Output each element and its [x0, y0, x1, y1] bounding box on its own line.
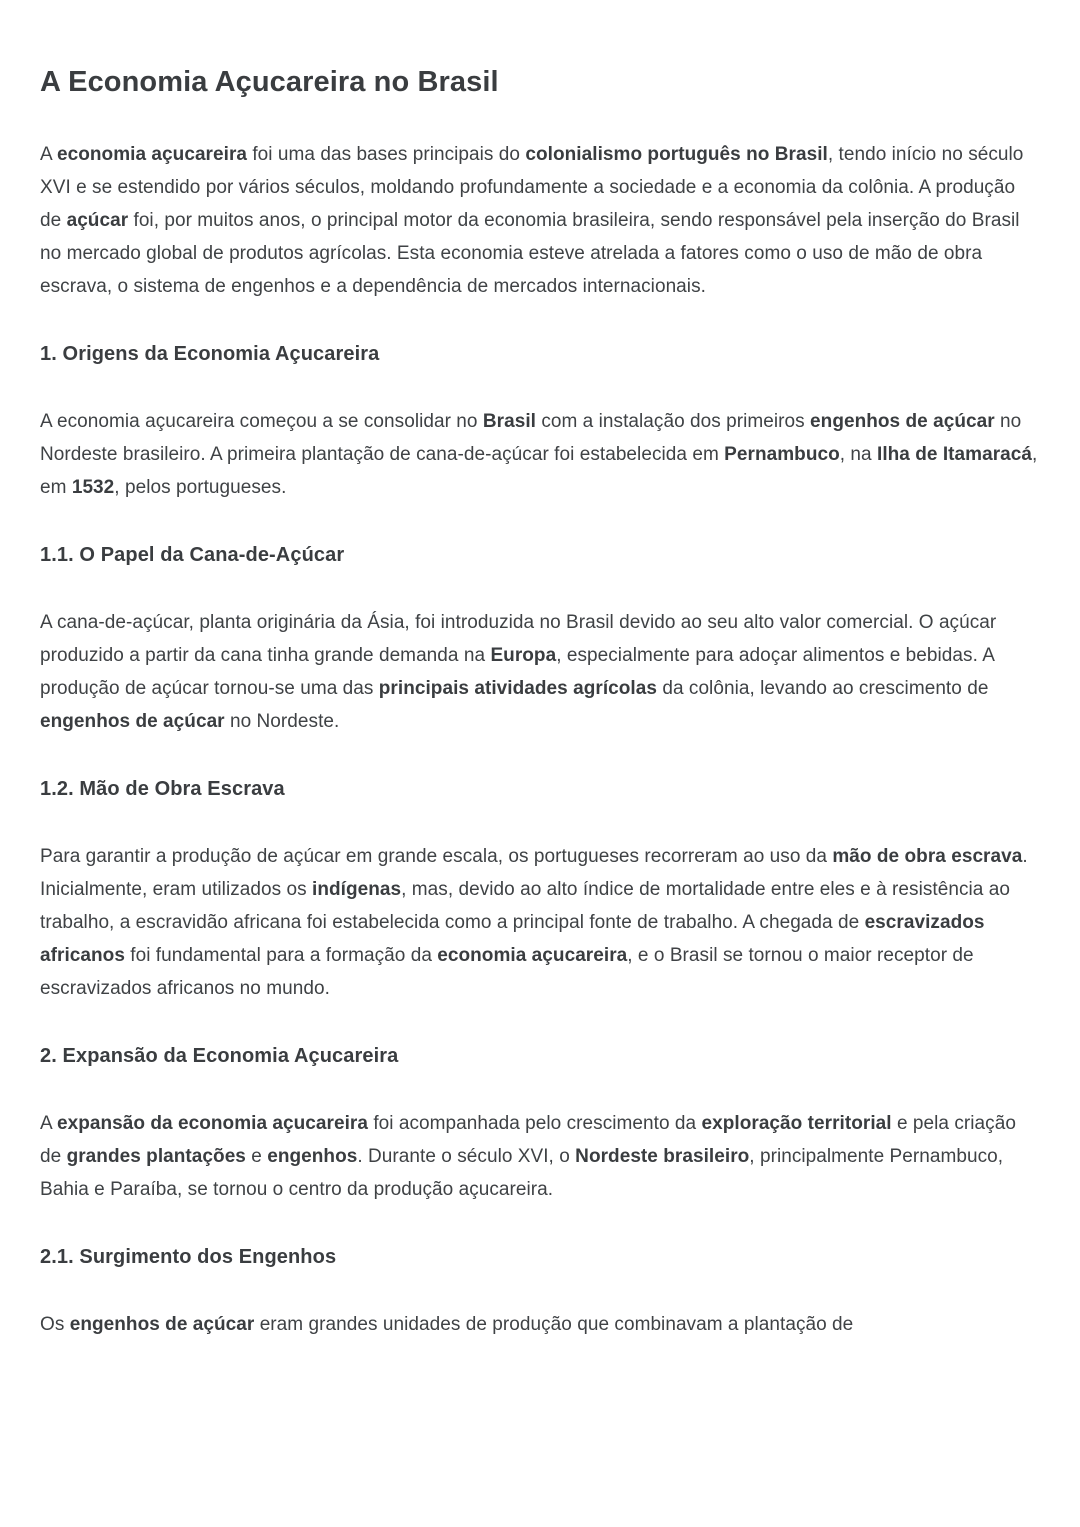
section-heading-1: 1. Origens da Economia Açucareira [40, 343, 380, 365]
section-2-1-paragraph-partial: Os engenhos de açúcar eram grandes unidades de produção que combinavam a plantação de [40, 1314, 854, 1335]
section-heading-2: 2. Expansão da Economia Açucareira [40, 1045, 399, 1067]
section-1-1-paragraph: A cana-de-açúcar, planta originária da Ásia, foi introduzida no Brasil devido ao seu alto valor comercial. O açúcar produzido a partir da cana tinha grande demanda na Europa, especialmente para adoçar alimentos e bebidas. A produção de açúcar tornou-se uma das principais atividades agrícolas da colônia, levando ao crescimento de engenhos de açúcar no Nordeste. [40, 612, 997, 732]
section-1-paragraph: A economia açucareira começou a se consolidar no Brasil com a instalação dos primeiros engenhos de açúcar no Nordeste brasileiro. A primeira plantação de cana-de-açúcar foi estabelecida em Pernambuco, na Ilha de Itamaracá, em 1532, pelos portugueses. [40, 411, 1038, 498]
document-title: A Economia Açucareira no Brasil [40, 66, 499, 98]
section-2-paragraph: A expansão da economia açucareira foi acompanhada pelo crescimento da exploração territorial e pela criação de grandes plantações e engenhos. Durante o século XVI, o Nordeste brasileiro, principalmente Pernambuco, Bahia e Paraíba, se tornou o centro da produção açucareira. [40, 1113, 1016, 1200]
intro-paragraph: A economia açucareira foi uma das bases principais do colonialismo português no Brasil, tendo início no século XVI e se estendido por vários séculos, moldando profundamente a sociedade e a economia da colônia. A produção de açúcar foi, por muitos anos, o principal motor da economia brasileira, sendo responsável pela inserção do Brasil no mercado global de produtos agrícolas. Esta economia esteve atrelada a fatores como o uso de mão de obra escrava, o sistema de engenhos e a dependência de mercados internacionais. [40, 144, 1024, 297]
section-heading-2-1: 2.1. Surgimento dos Engenhos [40, 1246, 337, 1268]
section-heading-1-2: 1.2. Mão de Obra Escrava [40, 778, 285, 800]
section-1-2-paragraph: Para garantir a produção de açúcar em grande escala, os portugueses recorreram ao uso da mão de obra escrava. Inicialmente, eram utilizados os indígenas, mas, devido ao alto índice de mortalidade entre eles e à resistência ao trabalho, a escravidão africana foi estabelecida como a principal fonte de trabalho. A chegada de escravizados africanos foi fundamental para a formação da economia açucareira, e o Brasil se tornou o maior receptor de escravizados africanos no mundo. [40, 846, 1028, 999]
section-heading-1-1: 1.1. O Papel da Cana-de-Açúcar [40, 544, 345, 566]
